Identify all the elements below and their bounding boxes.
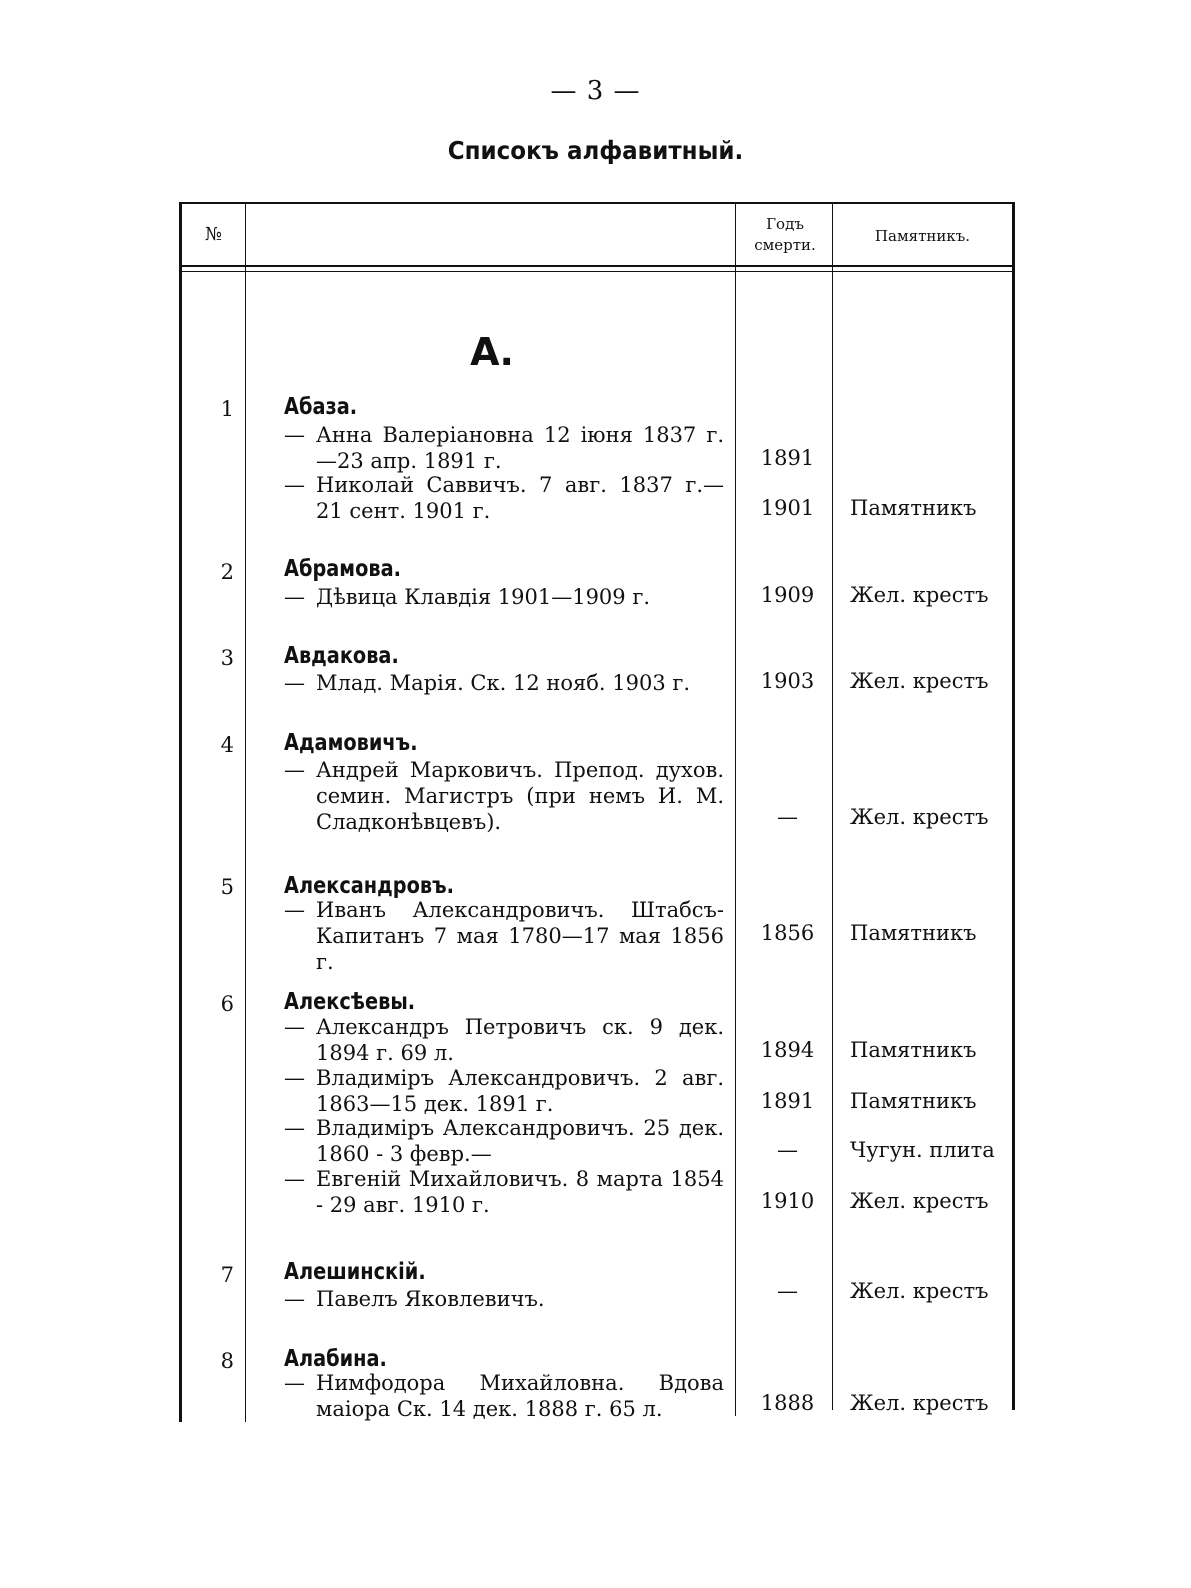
person-entry: — Дѣвица Клавдія 1901—1909 г. xyxy=(284,584,724,610)
person-entry: — Иванъ Александровичъ. Штабсъ-Капитанъ 7 мая 1780—17 мая 1856 г. xyxy=(284,898,724,974)
monument-type: Памятникъ xyxy=(850,1089,977,1113)
header-top-rule xyxy=(179,202,1015,204)
monument-type: Жел. крестъ xyxy=(850,583,989,607)
death-year: 1909 xyxy=(760,583,815,607)
left-border xyxy=(179,202,182,1422)
monument-type: Чугун. плита xyxy=(850,1138,995,1162)
person-text: Иванъ Александровичъ. Штабсъ-Капитанъ 7 мая 1780—17 мая 1856 г. xyxy=(316,898,724,974)
death-year: — xyxy=(777,805,798,829)
header-num: № xyxy=(204,224,223,245)
death-year: 1856 xyxy=(760,921,815,945)
person-text: Нимфодора Михайловна. Вдова маіора Ск. 14 дек. 1888 г. 65 л. xyxy=(316,1371,724,1421)
person-text: Владиміръ Александровичъ. 25 дек. 1860 - 3 февр.— xyxy=(316,1116,724,1166)
header-monument: Памятникъ. xyxy=(874,227,971,245)
person-entry: — Николай Саввичъ. 7 авг. 1837 г.— 21 сент. 1901 г. xyxy=(284,473,724,523)
right-border xyxy=(1012,202,1015,1410)
header-double-rule-2 xyxy=(182,271,1012,272)
person-text: Андрей Марковичъ. Препод. духов. семин. Магистръ (при немъ И. М. Сладконѣвцевъ). xyxy=(316,758,724,834)
entry-surname: Абаза. xyxy=(284,394,358,420)
monument-type: Жел. крестъ xyxy=(850,669,989,693)
person-entry: — Владиміръ Александровичъ. 2 авг. 1863—15 дек. 1891 г. xyxy=(284,1066,724,1116)
monument-type: Памятникъ xyxy=(850,921,977,945)
monument-type: Памятникъ xyxy=(850,1038,977,1062)
death-year: 1901 xyxy=(760,496,815,520)
entry-surname: Алабина. xyxy=(284,1346,387,1372)
monument-type: Жел. крестъ xyxy=(850,805,989,829)
entry-number: 3 xyxy=(220,646,234,670)
page-title: Списокъ алфавитный. xyxy=(447,136,744,165)
person-text: Анна Валеріановна 12 іюня 1837 г.—23 апр. 1891 г. xyxy=(316,423,724,473)
header-year: Годъ смерти. xyxy=(754,215,816,254)
entry-number: 5 xyxy=(220,875,234,899)
entry-surname: Алексѣевы. xyxy=(284,989,416,1015)
col-divider-num xyxy=(245,204,246,1422)
person-entry: — Млад. Марія. Ск. 12 нояб. 1903 г. xyxy=(284,670,724,696)
person-entry: — Анна Валеріановна 12 іюня 1837 г.—23 апр. 1891 г. xyxy=(284,423,724,473)
person-entry: — Александръ Петровичъ ск. 9 дек. 1894 г. 69 л. xyxy=(284,1015,724,1065)
entry-surname: Авдакова. xyxy=(284,643,399,669)
death-year: 1910 xyxy=(760,1189,815,1213)
monument-type: Памятникъ xyxy=(850,496,977,520)
col-divider-year xyxy=(735,204,736,1416)
entry-number: 4 xyxy=(220,733,234,757)
death-year: 1894 xyxy=(760,1038,815,1062)
death-year: 1888 xyxy=(760,1391,815,1415)
person-text: Владиміръ Александровичъ. 2 авг. 1863—15 дек. 1891 г. xyxy=(316,1066,724,1116)
section-letter: А. xyxy=(470,330,514,374)
entry-surname: Александровъ. xyxy=(284,873,454,899)
person-entry: — Евгеній Михайловичъ. 8 марта 1854 - 29 авг. 1910 г. xyxy=(284,1167,724,1217)
entry-surname: Адамовичъ. xyxy=(284,730,418,756)
person-text: Дѣвица Клавдія 1901—1909 г. xyxy=(316,585,651,609)
person-text: Александръ Петровичъ ск. 9 дек. 1894 г. 69 л. xyxy=(316,1015,724,1065)
entry-number: 6 xyxy=(220,992,234,1016)
person-text: Павелъ Яковлевичъ. xyxy=(316,1287,545,1311)
entry-surname: Алешинскій. xyxy=(284,1259,426,1285)
death-year: 1891 xyxy=(760,446,815,470)
person-entry: — Андрей Марковичъ. Препод. духов. семин. Магистръ (при немъ И. М. Сладконѣвцевъ). xyxy=(284,758,724,834)
header-double-rule-1 xyxy=(182,265,1012,267)
person-text: Евгеній Михайловичъ. 8 марта 1854 - 29 авг. 1910 г. xyxy=(316,1167,724,1217)
entry-surname: Абрамова. xyxy=(284,556,401,582)
death-year: 1903 xyxy=(760,669,815,693)
death-year: — xyxy=(777,1279,798,1303)
person-entry: — Павелъ Яковлевичъ. xyxy=(284,1286,724,1312)
monument-type: Жел. крестъ xyxy=(850,1391,989,1415)
entry-number: 7 xyxy=(220,1263,234,1287)
person-entry: — Владиміръ Александровичъ. 25 дек. 1860 - 3 февр.— xyxy=(284,1116,724,1166)
person-entry: — Нимфодора Михайловна. Вдова маіора Ск. 14 дек. 1888 г. 65 л. xyxy=(284,1371,724,1421)
death-year: 1891 xyxy=(760,1089,815,1113)
entry-number: 2 xyxy=(220,560,234,584)
entry-number: 8 xyxy=(220,1349,234,1373)
monument-type: Жел. крестъ xyxy=(850,1279,989,1303)
person-text: Николай Саввичъ. 7 авг. 1837 г.— 21 сент. 1901 г. xyxy=(316,473,724,523)
monument-type: Жел. крестъ xyxy=(850,1189,989,1213)
entry-number: 1 xyxy=(220,397,234,421)
page-number: — 3 — xyxy=(550,76,641,106)
death-year: — xyxy=(777,1138,798,1162)
person-text: Млад. Марія. Ск. 12 нояб. 1903 г. xyxy=(316,671,691,695)
